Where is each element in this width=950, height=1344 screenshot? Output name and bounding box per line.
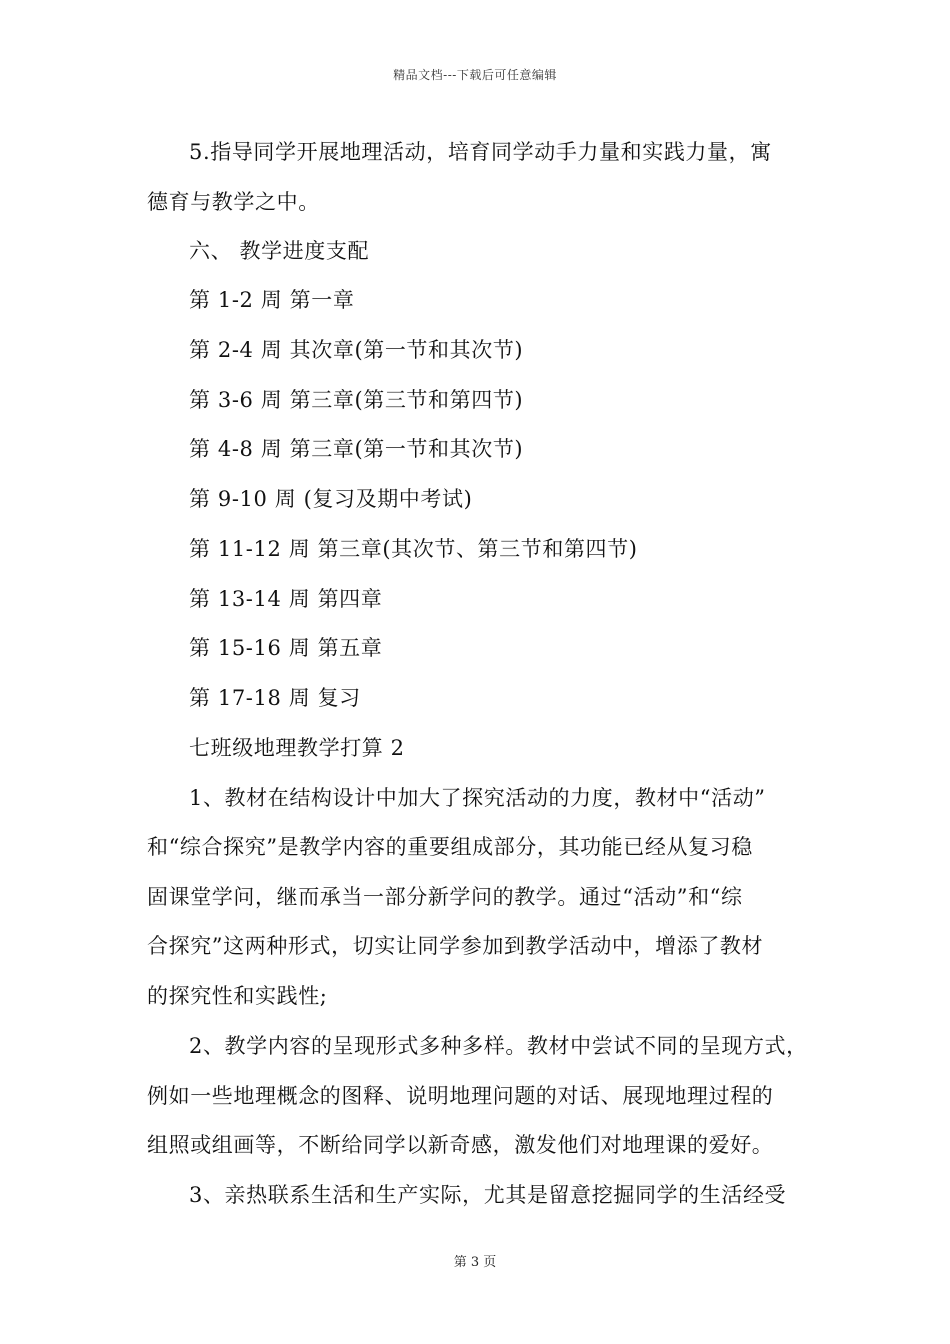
section-heading: 六、 教学进度支配 xyxy=(189,239,370,263)
paragraph-line: 2、教学内容的呈现形式多种多样。教材中尝试不同的呈现方式， xyxy=(189,1034,808,1058)
schedule-item: 第 4-8 周 第三章(第一节和其次节) xyxy=(189,437,524,461)
schedule-item: 第 15-16 周 第五章 xyxy=(189,636,383,660)
schedule-item: 第 1-2 周 第一章 xyxy=(189,288,355,312)
schedule-item: 第 13-14 周 第四章 xyxy=(189,587,383,611)
paragraph-line: 例如一些地理概念的图释、说明地理问题的对话、展现地理过程的 xyxy=(147,1084,774,1108)
schedule-item: 第 11-12 周 第三章(其次节、第三节和第四节) xyxy=(189,537,638,561)
paragraph-line: 德育与教学之中。 xyxy=(147,190,320,214)
page-number: 第 3 页 xyxy=(453,1255,497,1270)
paragraph-line: 3、亲热联系生活和生产实际，尤其是留意挖掘同学的生活经受 xyxy=(189,1183,787,1207)
page-header: 精品文档---下载后可任意编辑 xyxy=(393,68,557,82)
schedule-item: 第 3-6 周 第三章(第三节和第四节) xyxy=(189,388,524,412)
paragraph-line: 的探究性和实践性; xyxy=(147,984,328,1008)
paragraph-line: 合探究”这两种形式，切实让同学参加到教学活动中，增添了教材 xyxy=(147,934,764,958)
paragraph-line: 和“综合探究”是教学内容的重要组成部分，其功能已经从复习稳 xyxy=(147,835,753,859)
schedule-item: 第 9-10 周 (复习及期中考试) xyxy=(189,487,473,511)
paragraph-line: 5.指导同学开展地理活动，培育同学动手力量和实践力量，寓 xyxy=(189,140,772,164)
schedule-item: 第 2-4 周 其次章(第一节和其次节) xyxy=(189,338,524,362)
paragraph-line: 固课堂学问，继而承当一部分新学问的教学。通过“活动”和“综 xyxy=(147,885,743,909)
section-title: 七班级地理教学打算 2 xyxy=(189,736,405,760)
paragraph-line: 组照或组画等，不断给同学以新奇感，激发他们对地理课的爱好。 xyxy=(147,1133,774,1157)
paragraph-line: 1、教材在结构设计中加大了探究活动的力度，教材中“活动” xyxy=(189,786,766,810)
schedule-item: 第 17-18 周 复习 xyxy=(189,686,361,710)
